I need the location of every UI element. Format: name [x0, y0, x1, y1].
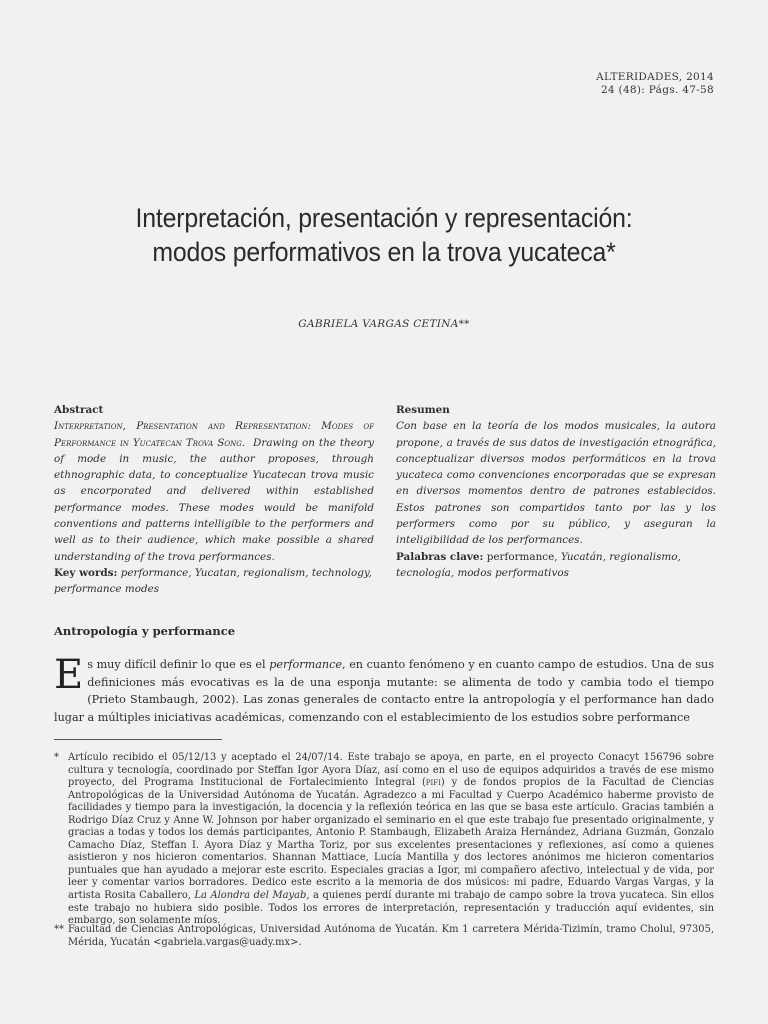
article-title [86, 201, 682, 269]
footnote-1-mark: * [54, 752, 59, 763]
journal-citation [596, 71, 714, 96]
footnote-2-mark: ** [54, 924, 64, 935]
journal-pages: 24 (48): Págs. 47-58 [600, 83, 714, 96]
footnote-1-pifi: pifi [425, 777, 441, 789]
title-line-2: modos performativos en la trova yucateca* [152, 237, 616, 267]
abstract-text [54, 418, 374, 565]
footnote-divider [54, 739, 222, 740]
footnote-1 [54, 752, 714, 928]
footnote-1-italic: La Alondra del Mayab [194, 890, 307, 902]
abstract-english-title: Interpretation, Presentation and Representation: Modes of Performance in Yucatecan Trova Song. [54, 420, 374, 449]
title-line-1: Interpretación, presentación y representación: [135, 203, 633, 233]
resumen-column [396, 402, 716, 581]
resumen-keywords [396, 549, 716, 582]
resumen-heading: Resumen [396, 404, 450, 416]
intro-paragraph [54, 652, 714, 726]
footnote-2 [54, 924, 714, 949]
footnote-1-part-c: , a quienes perdí durante mi trabajo de campo sobre la trova yucateca. Sin ellos este trabajo no hubiera sido posible. Todos los errores de interpretación, representación y traducción aquí evidentes, sin embargo, son solamente míos. [68, 890, 715, 927]
abstract-keywords [54, 565, 374, 598]
palabras-clave-list: Yucatán, regionalismo, tecnología, modos performativos [396, 550, 681, 579]
section-heading: Antropología y performance [54, 624, 236, 638]
keywords-label: Key words: [54, 566, 118, 579]
palabras-clave-label: Palabras clave: [396, 550, 484, 563]
footnote-1-text [68, 752, 714, 928]
intro-text-2: , en cuanto fenómeno y en cuanto campo de estudios. Una de sus definiciones más evocativas es la de una esponja mutante: se alimenta de todo y cambia todo el tiempo (Prieto Stambaugh, 2002). Las zonas generales de contacto entre la antropología y el performance han dado lugar a múltiples iniciativas académicas, comenzando con el establecimiento de los estudios sobre performance [54, 658, 714, 724]
footnote-1-part-b: ) y de fondos propios de la Facultad de Ciencias Antropológicas de la Universidad Autónoma de Yucatán. Agradezco a mi Facultad y Cuerpo Académico haberme provisto de facilidades y tiempo para la investigación, la docencia y la reflexión teórica en las que se basa este artículo. Gracias también a Rodrigo Díaz Cruz y Anne W. Johnson por haber organizado el seminario en el que este trabajo fue presentado originalmente, y gracias a todas y todos los demás participantes, Antonio P. Stambaugh, Elizabeth Araiza Hernández, Adriana Guzmán, Gonzalo Camacho Díaz, Steffan I. Ayora Díaz y Martha Toriz, por sus excelentes presentaciones y reflexiones, así como a quienes asistieron y nos hicieron comentarios. Shannan Mattiace, Lucía Mantilla y dos lectores anónimos me hicieron comentarios puntuales que han ayudado a mejorar este escrito. Especiales gracias a Igor, mi compañero afectivo, intelectual y de vida, por leer y comentar varios borradores. Dedico este escrito a la memoria de dos músicos: mi padre, Eduardo Vargas Vargas, y la artista Rosita Caballero, [68, 777, 714, 902]
keywords-list: performance, Yucatan, regionalism, technology, performance modes [54, 566, 372, 596]
abstract-column [54, 402, 374, 598]
footnote-1-part-a: Artículo recibido el 05/12/13 y aceptado el 24/07/14. Este trabajo se apoya, en parte, en el proyecto Conacyt 156796 sobre cultura y tecnología, coordinado por Steffan Igor Ayora Díaz, así como en el uso de equipos adquiridos a través de ese mismo proyecto, del Programa Institucional de Fortalecimiento Integral ( [68, 752, 714, 789]
palabras-clave-plain: performance, [486, 550, 561, 563]
intro-text-1: s muy difícil definir lo que es el [87, 658, 270, 671]
abstract-body: Drawing on the theory of mode in music, the author proposes, through ethnographic data, to conceptualize Yucatecan trova music as encorporated and delivered within established performance modes. These modes would be manifold conventions and patterns intelligible to the performers and well as to their audience, which make possible a shared understanding of the trova performances. [54, 436, 374, 563]
drop-cap: E [54, 652, 84, 698]
footnote-2-text: Facultad de Ciencias Antropológicas, Universidad Autónoma de Yucatán. Km 1 carretera Mérida-Tizimín, tramo Cholul, 97305, Mérida, Yucatán <gabriela.vargas@uady.mx>. [68, 924, 714, 948]
intro-italic-term: performance [269, 658, 342, 671]
abstract-heading: Abstract [54, 404, 104, 416]
resumen-text: Con base en la teoría de los modos musicales, la autora propone, a través de sus datos de investigación etnográfica, conceptualizar diversos modos performáticos en la trova yucateca como convenciones encorporadas que se expresan en diversos momentos dentro de patrones establecidos. Estos patrones son compartidos tanto por las y los performers como por su público, y aseguran la inteligibilidad de los performances. [396, 420, 716, 547]
author-name: GABRIELA VARGAS CETINA** [298, 318, 470, 330]
journal-name: ALTERIDADES, 2014 [596, 71, 714, 83]
